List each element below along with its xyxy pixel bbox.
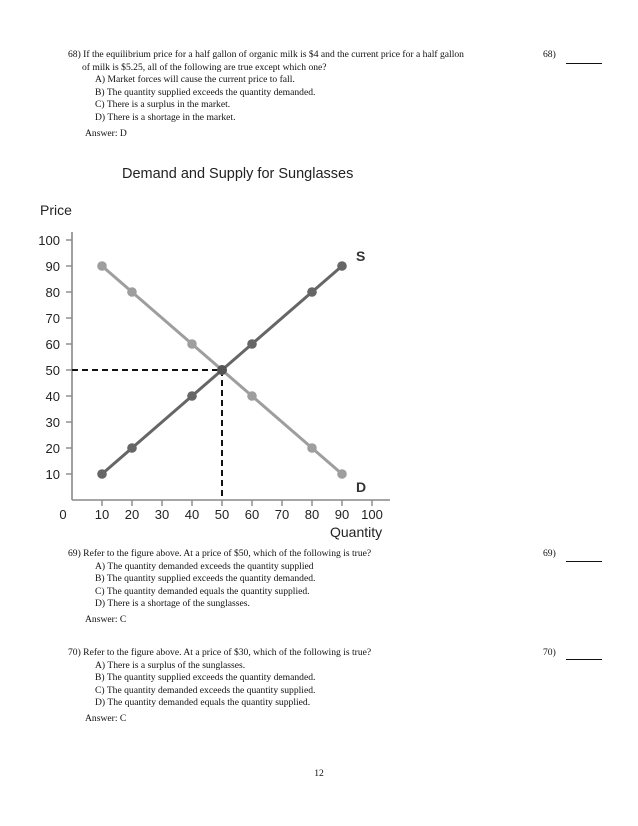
question-69 [68,548,538,627]
question-69-answer-blank [566,561,602,562]
question-68-option-c: C) There is a surplus in the market. [95,99,231,111]
question-69-option-a: A) The quantity demanded exceeds the quantity supplied [95,560,314,572]
question-68 [68,49,538,140]
question-68-text-line1: 68) If the equilibrium price for a half gallon of organic milk is $4 and the current price for a half gallon [68,49,464,60]
series-point-d [97,261,107,271]
y-axis-label: Price [40,202,72,218]
question-69-option-b: B) The quantity supplied exceeds the quantity demanded. [95,573,316,585]
page-number: 12 [314,768,324,779]
y-tick-label: 10 [45,467,60,482]
question-69-option-c: C) The quantity demanded equals the quantity supplied. [95,585,310,597]
x-tick-label: 100 [361,507,383,522]
x-tick-label: 30 [154,507,170,522]
question-68-option-b: B) The quantity supplied exceeds the quantity demanded. [95,86,316,98]
series-point-s [337,261,347,271]
question-70-answer: Answer: C [85,712,127,724]
question-68-text-line2: of milk is $5.25, all of the following are true except which one? [82,61,327,73]
x-tick-label: 60 [244,507,260,522]
series-point-s [247,339,257,349]
series-point-d [127,287,137,297]
series-point-s [127,443,137,453]
question-69-text: 69) Refer to the figure above. At a price of $50, which of the following is true? [68,548,372,559]
supply-demand-chart [0,150,420,545]
y-tick-label: 80 [45,285,60,300]
question-70 [68,647,538,726]
x-axis-label: Quantity [330,524,383,540]
x-tick-label: 90 [334,507,350,522]
y-tick-label: 40 [45,389,60,404]
question-69-answer: Answer: C [85,613,127,625]
y-tick-label: 50 [45,363,60,378]
y-tick-label: 30 [45,415,60,430]
question-69-option-d: D) There is a shortage of the sunglasses. [95,598,250,610]
curve-label-s: S [356,248,366,264]
plot-area [38,232,390,522]
y-tick-label: 90 [45,259,60,274]
question-70-answer-blank [566,659,602,660]
series-point-s [187,391,197,401]
series-point-d [307,443,317,453]
chart-title: Demand and Supply for Sunglasses [122,166,354,182]
question-68-answer-blank [566,63,602,64]
curve-label-d: D [356,479,367,495]
question-68-margin-label: 68) [543,49,556,60]
equilibrium-point [217,365,227,375]
question-68-option-d: D) There is a shortage in the market. [95,111,236,123]
x-tick-label: 70 [274,507,290,522]
question-70-option-c: C) The quantity demanded exceeds the quantity supplied. [95,684,316,696]
question-68-answer: Answer: D [85,127,127,139]
x-tick-label: 80 [304,507,320,522]
y-tick-label: 70 [45,311,60,326]
x-tick-label: 20 [124,507,140,522]
question-70-option-b: B) The quantity supplied exceeds the quantity demanded. [95,672,316,684]
y-tick-label: 20 [45,441,60,456]
question-70-option-a: A) There is a surplus of the sunglasses. [95,659,246,671]
question-68-option-a: A) Market forces will cause the current price to fall. [95,74,295,86]
question-70-margin-label: 70) [543,647,556,658]
series-point-s [97,469,107,479]
x-tick-label: 40 [184,507,200,522]
y-tick-label: 60 [45,337,60,352]
y-tick-label: 100 [38,233,60,248]
x-tick-label: 50 [214,507,230,522]
series-point-d [247,391,257,401]
question-69-margin-label: 69) [543,548,556,559]
question-70-text: 70) Refer to the figure above. At a price of $30, which of the following is true? [68,647,372,658]
series-point-d [187,339,197,349]
series-point-s [307,287,317,297]
question-70-option-d: D) The quantity demanded equals the quantity supplied. [95,697,311,709]
x-tick-label: 10 [94,507,110,522]
origin-label: 0 [59,507,67,522]
series-point-d [337,469,347,479]
